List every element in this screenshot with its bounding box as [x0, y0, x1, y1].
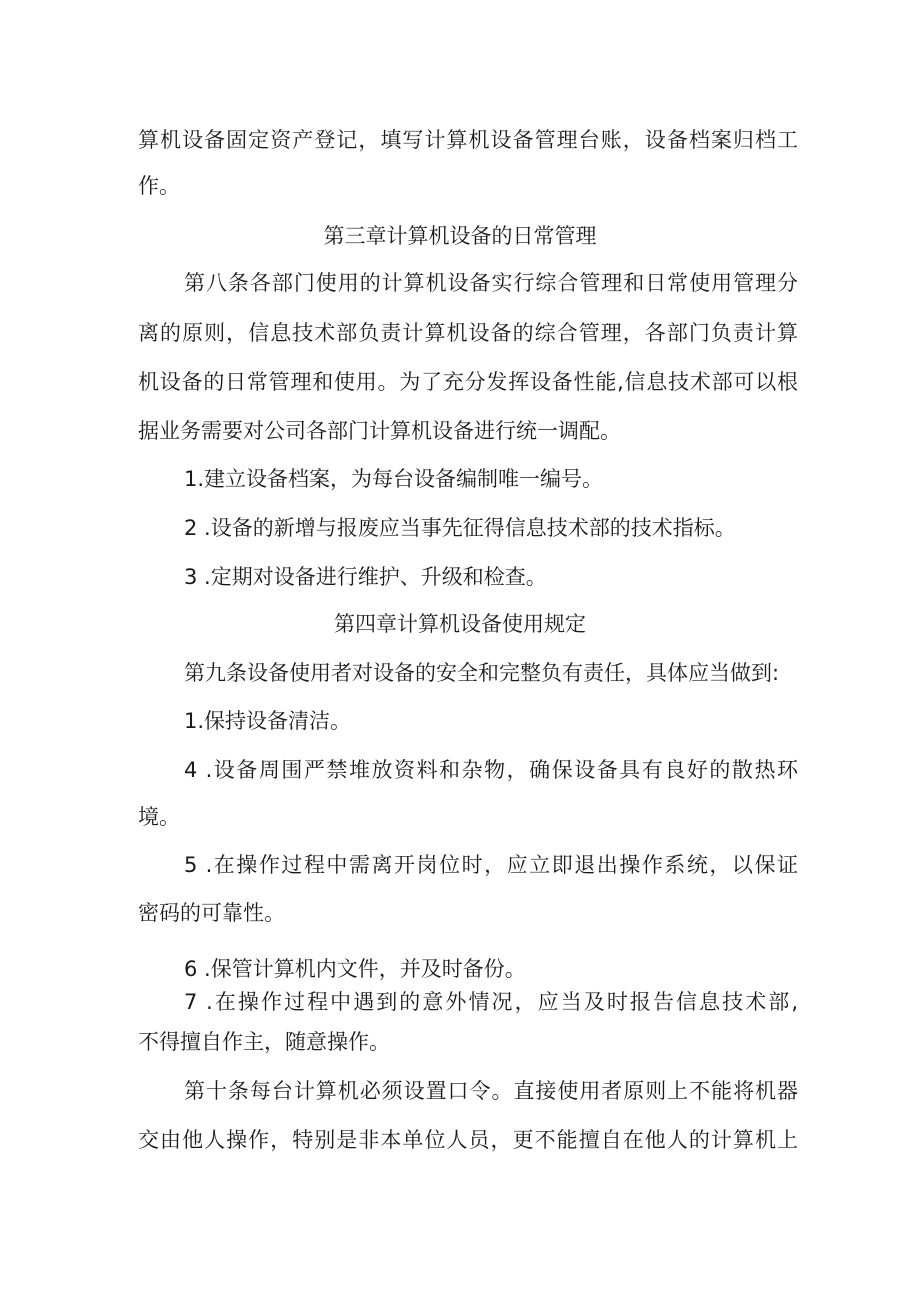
- list-item: 3 .定期对设备进行维护、升级和检查。: [184, 565, 547, 589]
- paragraph-line: 作。: [138, 174, 180, 198]
- list-item: 7 .在操作过程中遇到的意外情况，应当及时报告信息技术部,: [184, 990, 798, 1014]
- paragraph-line: 离的原则，信息技术部负责计算机设备的综合管理，各部门负责计算: [138, 321, 798, 345]
- chapter-heading: 第四章计算机设备使用规定: [334, 612, 586, 636]
- paragraph-line: 第八条各部门使用的计算机设备实行综合管理和日常使用管理分: [184, 271, 798, 295]
- paragraph-line: 不得擅自作主，随意操作。: [138, 1030, 390, 1054]
- paragraph-line: 境。: [138, 805, 180, 829]
- list-item: 6 .保管计算机内文件，并及时备份。: [184, 957, 526, 981]
- list-item: 5 .在操作过程中需离开岗位时，应立即退出操作系统，以保证: [184, 853, 798, 877]
- paragraph-line: 第九条设备使用者对设备的安全和完整负有责任，具体应当做到:: [184, 661, 780, 685]
- paragraph-line: 密码的可靠性。: [138, 901, 285, 925]
- paragraph-line: 算机设备固定资产登记，填写计算机设备管理台账，设备档案归档工: [138, 128, 798, 152]
- paragraph-line: 机设备的日常管理和使用。为了充分发挥设备性能,信息技术部可以根: [138, 370, 798, 394]
- list-item: 1.建立设备档案，为每台设备编制唯一编号。: [184, 467, 604, 491]
- list-item: 2 .设备的新增与报废应当事先征得信息技术部的技术指标。: [184, 516, 736, 540]
- list-item: 4 .设备周围严禁堆放资料和杂物，确保设备具有良好的散热环: [184, 758, 798, 782]
- list-item: 1.保持设备清洁。: [184, 709, 352, 733]
- paragraph-line: 第十条每台计算机必须设置口令。直接使用者原则上不能将机器: [184, 1079, 798, 1103]
- paragraph-line: 交由他人操作，特别是非本单位人员，更不能擅自在他人的计算机上: [138, 1128, 798, 1152]
- chapter-heading: 第三章计算机设备的日常管理: [323, 224, 597, 248]
- paragraph-line: 据业务需要对公司各部门计算机设备进行统一调配。: [138, 419, 621, 443]
